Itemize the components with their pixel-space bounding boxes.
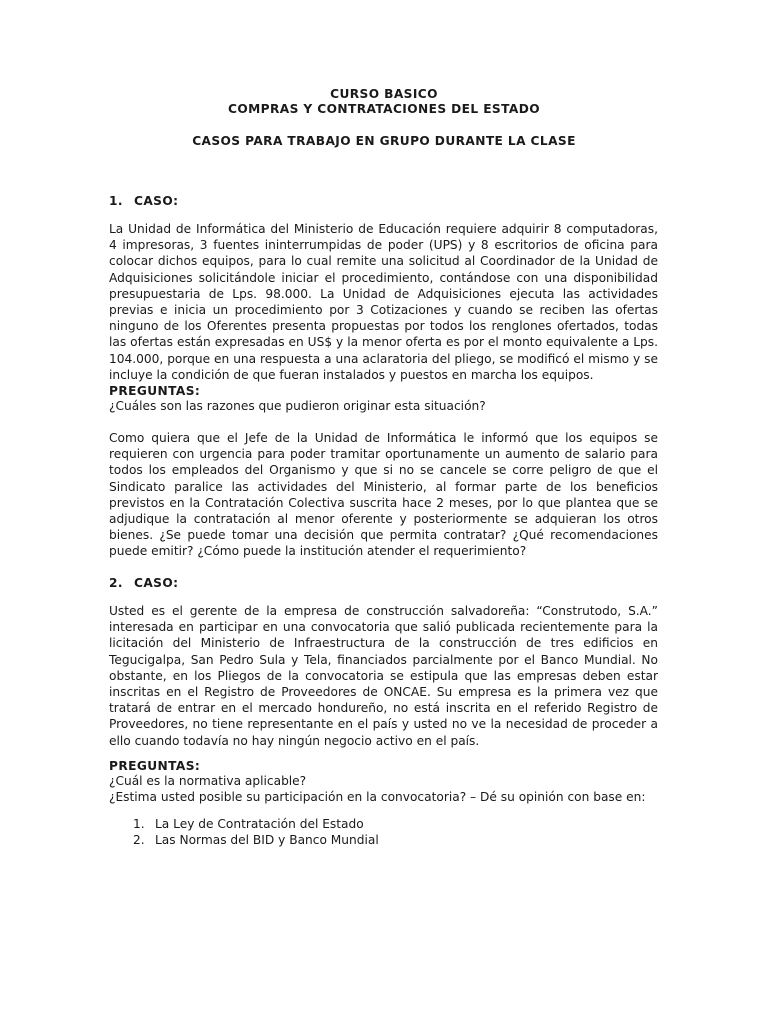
list-item — [133, 816, 364, 832]
case-1-questions-label: PREGUNTAS: — [109, 384, 201, 398]
course-title: CURSO BASICO — [330, 87, 438, 101]
case-1-paragraph-2: Como quiera que el Jefe de la Unidad de Informática le informó que los equipos se requieren con urgencia para poder tramitar oportunamente un aumento de salario para todos los empleados del Organismo y que si no se cancele se corre peligro de que el Sindicato paralice las actividades del Ministerio, al formar parte de los beneficios previstos en la Contratación Colectiva suscrita hace 2 meses, por lo que plantea que se adjudique la contratación al menor oferente y posteriormente se adquieran los otros bienes. ¿Se puede tomar una decisión que permita contratar? ¿Qué recomendaciones puede emitir? ¿Cómo puede la institución atender el requerimiento? — [109, 431, 658, 559]
list-item-text: La Ley de Contratación del Estado — [155, 817, 364, 831]
case-2-heading — [109, 575, 178, 591]
case-1-heading — [109, 193, 178, 209]
case-1-number: 1. — [109, 194, 123, 208]
course-subtitle: COMPRAS Y CONTRATACIONES DEL ESTADO — [228, 102, 540, 116]
case-2-title: CASO: — [134, 576, 179, 590]
case-2-question-1: ¿Cuál es la normativa aplicable? — [109, 774, 307, 788]
list-item-number: 1. — [133, 817, 145, 831]
case-1-paragraph: La Unidad de Informática del Ministerio de Educación requiere adquirir 8 computadoras, 4 impresoras, 3 fuentes ininterrumpidas de poder (UPS) y 8 escritorios de oficina para colocar dichos equipos, para lo cual remite una solicitud al Coordinador de la Unidad de Adquisiciones solicitándole iniciar el procedimiento, contándose con una disponibilidad presupuestaria de Lps. 98.000. La Unidad de Adquisiciones ejecuta las actividades previas e inicia un procedimiento por 3 Cotizaciones y cuando se reciben las ofertas ninguno de los Oferentes presenta propuestas por todos los renglones ofertados, todas las ofertas están expresadas en US$ y la menor oferta es por el monto equivalente a Lps. 104.000, porque en una respuesta a una aclaratoria del pliego, se modificó el mismo y se incluye la condición de que fueran instalados y puestos en marcha los equipos. — [109, 222, 658, 382]
section-heading: CASOS PARA TRABAJO EN GRUPO DURANTE LA CLASE — [192, 134, 576, 148]
case-1-title: CASO: — [134, 194, 179, 208]
list-item — [133, 832, 379, 848]
case-2-paragraph: Usted es el gerente de la empresa de construcción salvadoreña: “Construtodo, S.A.” interesada en participar en una convocatoria que salió publicada recientemente para la licitación del Ministerio de Infraestructura de la construcción de tres edificios en Tegucigalpa, San Pedro Sula y Tela, financiados parcialmente por el Banco Mundial. No obstante, en los Pliegos de la convocatoria se estipula que las empresas deben estar inscritas en el Registro de Proveedores de ONCAE. Su empresa es la primera vez que tratará de entrar en el mercado hondureño, no está inscrita en el referido Registro de Proveedores, no tiene representante en el país y usted no ve la necesidad de proceder a ello cuando todavía no hay ningún negocio activo en el país. — [109, 604, 658, 748]
case-2-number: 2. — [109, 576, 123, 590]
list-item-number: 2. — [133, 833, 145, 847]
case-2-questions-label: PREGUNTAS: — [109, 759, 201, 773]
list-item-text: Las Normas del BID y Banco Mundial — [155, 833, 379, 847]
case-2-question-2: ¿Estima usted posible su participación en la convocatoria? – Dé su opinión con base en: — [109, 790, 646, 804]
case-1-question: ¿Cuáles son las razones que pudieron originar esta situación? — [109, 399, 486, 413]
